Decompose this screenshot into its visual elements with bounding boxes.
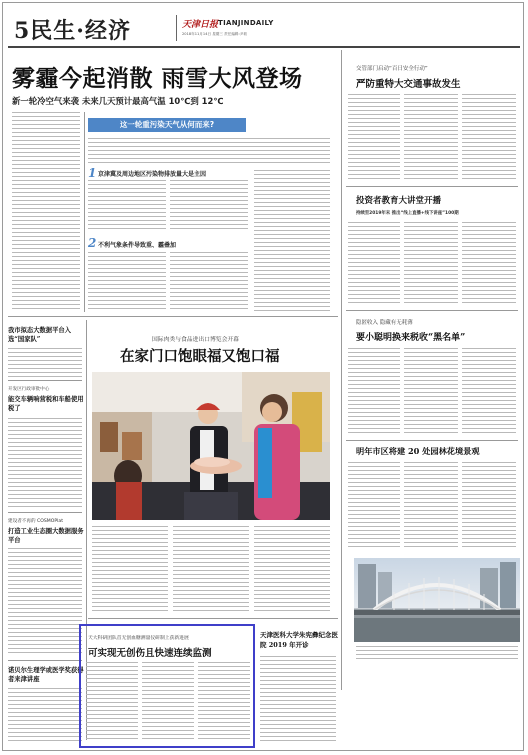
expo-body-c xyxy=(254,526,330,612)
bridge-caption xyxy=(356,646,518,660)
left-a2-title: 能交车辆响营税和车船使用税了 xyxy=(8,396,84,412)
left-a4-title: 诺贝尔生理学或医学奖获得者来津讲座 xyxy=(8,667,84,683)
masthead-divider xyxy=(176,15,177,41)
expo-body-a xyxy=(92,526,168,612)
point1-title: 京津冀及周边地区污染物排放量大是主因 xyxy=(98,171,207,178)
right-a2-body-c xyxy=(462,222,516,304)
right-a1-body-b xyxy=(404,94,458,180)
left-a4-body xyxy=(8,688,82,742)
right-rule-1 xyxy=(346,186,518,187)
left-a1-title: 我市拟态大数据平台入选“国家队” xyxy=(8,327,71,343)
bridge-photo xyxy=(354,558,520,642)
point2-body-a xyxy=(88,252,166,312)
right-a4-body-a xyxy=(348,462,400,550)
lead-subheadline: 新一轮冷空气来袭 未来几天预计最高气温 10℃到 12℃ xyxy=(12,96,224,106)
blue-body-c xyxy=(198,662,250,742)
left-a2-kicker: 开发区行政审批中心 xyxy=(8,387,50,392)
point1-number: 1 xyxy=(88,166,97,180)
right-a3-body-c xyxy=(462,348,516,434)
date-line: 2018年11月14日 星期三 责任编辑:尹莉 xyxy=(182,32,247,36)
point2-body-b xyxy=(170,252,248,312)
right-a1-title: 严防重特大交通事故发生 xyxy=(356,79,461,90)
blue-kicker: 天大科研团队首无创血糖测量仪研制上获新进展 xyxy=(88,636,189,641)
right-a3-body-a xyxy=(348,348,400,434)
right-rule-3 xyxy=(346,440,518,441)
right-a2-sub: 持续至2019年末 推出“线上直播+线下讲座”100期 xyxy=(356,211,459,216)
lead-band-title: 这一轮重污染天气从何而来? xyxy=(88,118,246,132)
lead-body-col4 xyxy=(254,170,330,312)
point2-number: 2 xyxy=(88,236,97,250)
expo-bottom-rule xyxy=(88,618,338,619)
right-a3-kicker: 隐匿收入 隐藏有无耗薄 xyxy=(356,320,413,326)
col-divider xyxy=(84,112,85,312)
bridge-photo-image xyxy=(354,558,520,642)
left-a3-kicker: 建设者不再的 COSMOPlat xyxy=(8,519,64,524)
left-rule-2 xyxy=(8,512,82,513)
point1-body-b xyxy=(170,180,248,230)
expo-body-b xyxy=(173,526,249,612)
right-a4-body-c xyxy=(462,462,516,550)
section-title: 5民生·经济 xyxy=(14,18,131,44)
right-rule-2 xyxy=(346,310,518,311)
right-a2-body-b xyxy=(404,222,458,304)
expo-photo xyxy=(92,372,330,520)
mid-bottom-title: 天津医科大学朱宪彝纪念医院 2019 年开诊 xyxy=(260,631,338,649)
right-a2-title: 投资者教育大讲堂开播 xyxy=(356,196,442,206)
right-a1-body-c xyxy=(462,94,516,180)
point2-title: 不利气象条件导致重、霾叠加 xyxy=(98,242,177,249)
lead-body-col1 xyxy=(12,112,80,312)
lead-bottom-rule xyxy=(8,316,338,317)
blue-title: 可实现无创伤且快速连续监测 xyxy=(88,648,212,659)
left-a3-title: 打造工业生态圈大数据服务平台 xyxy=(8,528,84,544)
lead-headline: 雾霾今起消散 雨雪大风登场 xyxy=(12,65,303,92)
lead-intro-text xyxy=(88,138,330,164)
masthead-rule xyxy=(8,46,520,48)
blue-body-a xyxy=(86,662,138,742)
left-rule-3 xyxy=(8,660,82,661)
right-col-divider xyxy=(341,50,342,690)
expo-title: 在家门口饱眼福又饱口福 xyxy=(120,348,280,365)
paper-name-en: TIANJINDAILY xyxy=(218,19,274,27)
left-rule-1 xyxy=(8,380,82,381)
right-a4-body-b xyxy=(404,462,458,550)
left-a2-body xyxy=(8,418,82,510)
mid-bottom-body xyxy=(260,656,336,742)
expo-kicker: 国际肉类与食品进出口博览会开幕 xyxy=(152,337,239,343)
right-a2-body-a xyxy=(348,222,400,304)
left-a3-body xyxy=(8,548,82,656)
right-a3-title: 要小聪明换来税收“黑名单” xyxy=(356,333,466,343)
blue-body-b xyxy=(142,662,194,742)
point1-body-a xyxy=(88,180,166,230)
expo-photo-image xyxy=(92,372,330,520)
right-a3-body-b xyxy=(404,348,458,434)
right-a1-body-a xyxy=(348,94,400,180)
left-a1-body xyxy=(8,348,82,378)
right-a4-title: 明年市区将建 20 处园林花境景观 xyxy=(356,446,480,456)
paper-logo: 天津日报 xyxy=(182,20,219,30)
right-a1-kicker: 交管部门启动“百日安全行动” xyxy=(356,66,428,72)
